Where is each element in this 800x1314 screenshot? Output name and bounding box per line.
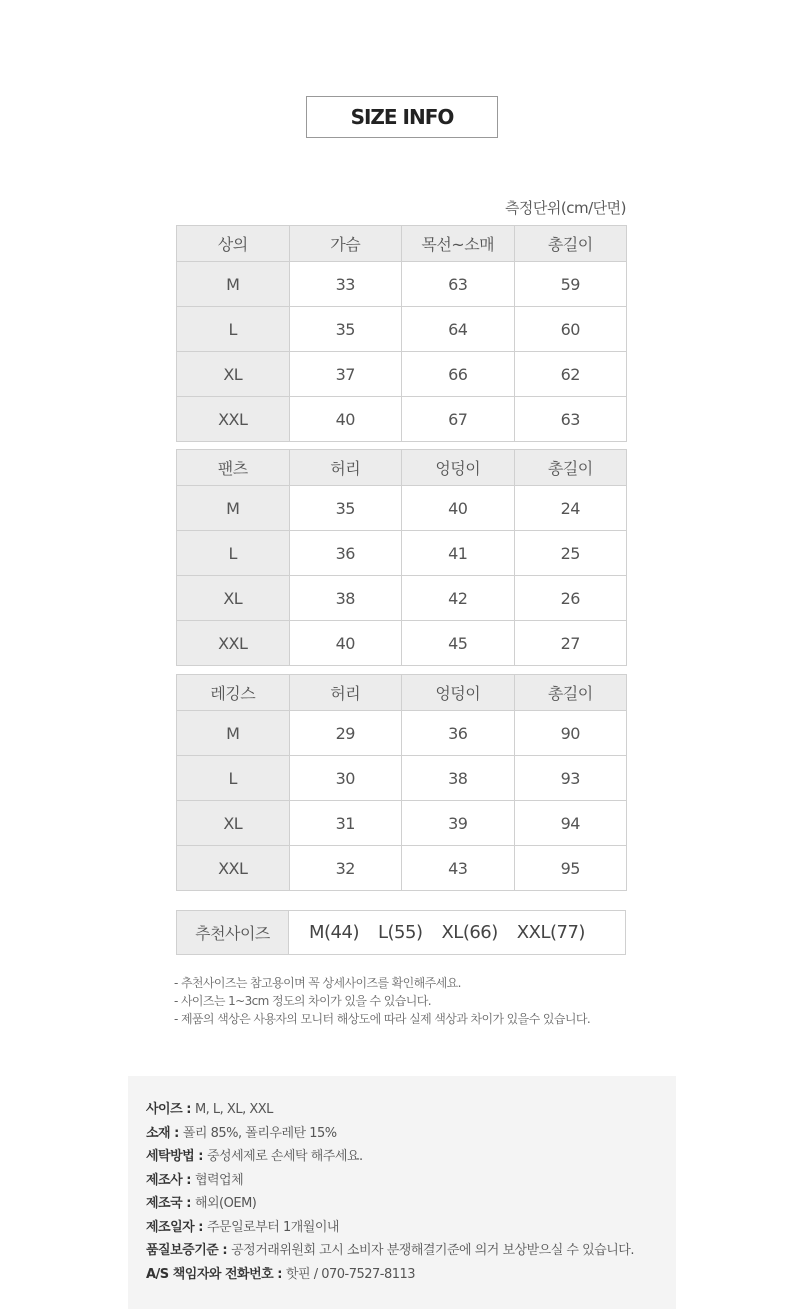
table-header-cell: 총길이 <box>514 450 627 486</box>
measurement-cell: 26 <box>514 576 627 621</box>
info-row-quality-guarantee <box>146 1239 634 1263</box>
measurement-cell: 36 <box>289 531 402 576</box>
size-label-cell: L <box>177 756 290 801</box>
measurement-cell: 94 <box>514 801 627 846</box>
table-row <box>177 262 627 307</box>
measurement-cell: 30 <box>289 756 402 801</box>
measurement-cell: 93 <box>514 756 627 801</box>
info-key: 제조국 : <box>146 1196 195 1211</box>
info-value: 폴리 85%, 폴리우레탄 15% <box>182 1125 337 1141</box>
info-key: 제조일자 : <box>146 1219 207 1235</box>
measurement-cell: 41 <box>402 531 515 576</box>
note-line: - 제품의 색상은 사용자의 모니터 해상도에 따라 실제 색상과 차이가 있을수 있습니다. <box>174 1012 591 1026</box>
table-header-cell: 엉덩이 <box>402 450 515 486</box>
info-value: 핫핀 / 070-7527-8113 <box>285 1266 416 1282</box>
info-key: 품질보증기준 : <box>146 1243 232 1258</box>
info-value: 주문일로부터 1개월이내 <box>206 1219 339 1235</box>
measurement-cell: 35 <box>289 486 402 531</box>
table-header-cell: 가슴 <box>289 226 402 262</box>
measurement-cell: 36 <box>402 711 515 756</box>
table-row <box>177 756 627 801</box>
recommended-size-values <box>289 911 625 954</box>
pants-size-table <box>176 449 627 666</box>
table-header-cell: 총길이 <box>514 675 627 711</box>
measurement-cell: 64 <box>402 307 515 352</box>
table-row <box>177 352 627 397</box>
table-row <box>177 621 627 666</box>
measurement-cell: 40 <box>289 621 402 666</box>
table-header-row <box>177 675 627 711</box>
product-info-box <box>128 1076 676 1309</box>
table-row <box>177 801 627 846</box>
info-key: 사이즈 : <box>146 1102 195 1117</box>
info-value: 협력업체 <box>194 1172 244 1188</box>
measurement-cell: 59 <box>514 262 627 307</box>
table-header-cell: 목선~소매 <box>402 226 515 262</box>
info-row-size <box>146 1098 634 1122</box>
measurement-cell: 35 <box>289 307 402 352</box>
info-key: 제조사 : <box>146 1172 195 1188</box>
info-row-country <box>146 1192 634 1216</box>
size-info-title: SIZE INFO <box>306 96 498 138</box>
info-value: 공정거래위원회 고시 소비자 분쟁해결기준에 의거 보상받으실 수 있습니다. <box>231 1243 634 1258</box>
table-header-cell: 허리 <box>289 450 402 486</box>
note-line: - 추천사이즈는 참고용이며 꼭 상세사이즈를 확인해주세요. <box>174 976 461 990</box>
measurement-cell: 63 <box>402 262 515 307</box>
recommended-size-xxl: XXL(77) <box>516 922 585 943</box>
table-header-cell: 엉덩이 <box>402 675 515 711</box>
measurement-cell: 38 <box>402 756 515 801</box>
table-header-cell: 레깅스 <box>177 675 290 711</box>
table-header-row <box>177 226 627 262</box>
measurement-cell: 90 <box>514 711 627 756</box>
table-header-cell: 총길이 <box>514 226 627 262</box>
info-row-material <box>146 1122 634 1146</box>
measurement-cell: 95 <box>514 846 627 891</box>
recommended-size-l: L(55) <box>377 922 423 943</box>
size-notes <box>174 974 590 1028</box>
info-row-as-contact <box>146 1263 634 1287</box>
info-row-washing <box>146 1145 634 1169</box>
measurement-cell: 25 <box>514 531 627 576</box>
table-row <box>177 307 627 352</box>
table-header-cell: 팬츠 <box>177 450 290 486</box>
table-row <box>177 846 627 891</box>
measurement-cell: 43 <box>402 846 515 891</box>
measurement-cell: 24 <box>514 486 627 531</box>
size-label-cell: XXL <box>177 397 290 442</box>
measurement-cell: 40 <box>289 397 402 442</box>
measurement-cell: 39 <box>402 801 515 846</box>
recommended-size-xl: XL(66) <box>441 922 498 943</box>
measurement-cell: 42 <box>402 576 515 621</box>
measurement-cell: 29 <box>289 711 402 756</box>
table-header-cell: 허리 <box>289 675 402 711</box>
measurement-cell: 63 <box>514 397 627 442</box>
size-label-cell: L <box>177 307 290 352</box>
measurement-cell: 37 <box>289 352 402 397</box>
recommended-size-label: 추천사이즈 <box>177 911 289 954</box>
info-key: 세탁방법 : <box>146 1149 207 1164</box>
info-key: 소재 : <box>146 1125 183 1141</box>
measurement-unit-label: 측정단위(cm/단면) <box>504 199 626 217</box>
table-row <box>177 486 627 531</box>
size-label-cell: L <box>177 531 290 576</box>
measurement-cell: 62 <box>514 352 627 397</box>
measurement-cell: 60 <box>514 307 627 352</box>
table-header-cell: 상의 <box>177 226 290 262</box>
top-size-table <box>176 225 627 442</box>
measurement-cell: 31 <box>289 801 402 846</box>
note-line: - 사이즈는 1~3cm 정도의 차이가 있을 수 있습니다. <box>174 994 431 1008</box>
measurement-cell: 67 <box>402 397 515 442</box>
recommended-size-box <box>176 910 626 955</box>
info-value: 해외(OEM) <box>194 1196 257 1211</box>
measurement-cell: 40 <box>402 486 515 531</box>
info-row-manufacturer <box>146 1169 634 1193</box>
size-label-cell: M <box>177 486 290 531</box>
size-label-cell: M <box>177 711 290 756</box>
info-row-manufacture-date <box>146 1216 634 1240</box>
measurement-cell: 45 <box>402 621 515 666</box>
size-label-cell: M <box>177 262 290 307</box>
info-key: A/S 책임자와 전화번호 : <box>146 1266 286 1282</box>
leggings-size-table <box>176 674 627 891</box>
info-value: 중성세제로 손세탁 해주세요. <box>206 1149 363 1164</box>
measurement-cell: 38 <box>289 576 402 621</box>
info-value: M, L, XL, XXL <box>194 1102 273 1117</box>
measurement-cell: 27 <box>514 621 627 666</box>
size-label-cell: XXL <box>177 621 290 666</box>
measurement-cell: 33 <box>289 262 402 307</box>
size-label-cell: XL <box>177 352 290 397</box>
table-row <box>177 711 627 756</box>
size-label-cell: XL <box>177 801 290 846</box>
size-label-cell: XXL <box>177 846 290 891</box>
measurement-cell: 32 <box>289 846 402 891</box>
table-row <box>177 397 627 442</box>
size-label-cell: XL <box>177 576 290 621</box>
product-info-list <box>146 1098 634 1286</box>
table-row <box>177 531 627 576</box>
recommended-size-m: M(44) <box>309 922 359 943</box>
table-header-row <box>177 450 627 486</box>
measurement-cell: 66 <box>402 352 515 397</box>
table-row <box>177 576 627 621</box>
